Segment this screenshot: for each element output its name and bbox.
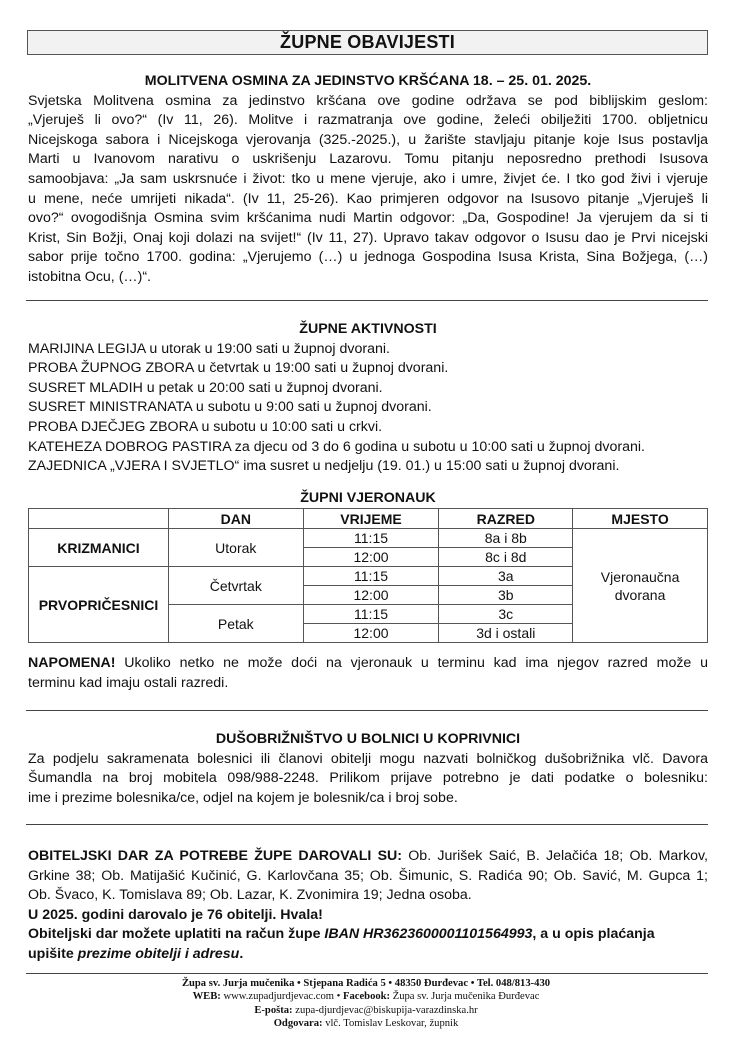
dar-summary: U 2025. godini darovalo je 76 obitelji. Hvala! bbox=[28, 906, 323, 923]
osmina-line: ovo?“ ovogodišnja Osmina svim kršćanima nudi Martin odgovor: „Da, Gospodine! Ja vjerujem da si ti bbox=[28, 210, 708, 227]
note-label: NAPOMENA! bbox=[28, 655, 116, 671]
dar-text: Ob. Jurišek Saić, B. Jelačića 18; Ob. Markov, bbox=[402, 848, 708, 864]
facebook-label: Facebook: bbox=[343, 991, 391, 1003]
pay-text: , a u opis plaćanja bbox=[532, 926, 655, 943]
email-label: E-pošta: bbox=[254, 1004, 293, 1016]
time-cell: 12:00 bbox=[303, 586, 439, 605]
aktivnosti-heading: ŽUPNE AKTIVNOSTI bbox=[299, 321, 437, 337]
column-header bbox=[29, 509, 169, 529]
class-cell: 3c bbox=[439, 605, 573, 624]
group-cell: PRVOPRIČESNICI bbox=[29, 567, 169, 643]
class-cell: 8c i 8d bbox=[439, 548, 573, 567]
bolnica-line: ime i prezime bolesnika/ce, odjel na kojem je bolesnik/ca i broj sobe. bbox=[28, 789, 458, 806]
dar-text: Ob. Švaco, K. Tomislava 89; Ob. Lazar, K. Zvonimira 19; Jedna osoba. bbox=[28, 887, 472, 904]
bolnica-section bbox=[28, 730, 708, 808]
osmina-section bbox=[28, 72, 708, 288]
osmina-line: Svjetska Molitvena osmina za jedinstvo kršćana ove godine održava se pod biblijskim geslom: bbox=[28, 92, 708, 109]
time-cell: 12:00 bbox=[303, 624, 439, 643]
bolnica-heading: DUŠOBRIŽNIŠTVO U BOLNICI U KOPRIVNICI bbox=[215, 731, 521, 747]
activity-item: PROBA ŽUPNOG ZBORA u četvrtak u 19:00 sati u župnoj dvorani. bbox=[28, 360, 449, 377]
class-cell: 8a i 8b bbox=[439, 529, 573, 548]
aktivnosti-section bbox=[28, 320, 708, 477]
column-header: VRIJEME bbox=[303, 509, 439, 529]
pay-text: . bbox=[239, 945, 244, 962]
column-header: RAZRED bbox=[439, 509, 573, 529]
time-cell: 11:15 bbox=[303, 529, 439, 548]
facebook-link[interactable]: Župa sv. Jurja mučenika Đurđevac bbox=[390, 991, 540, 1003]
osmina-body bbox=[28, 92, 708, 288]
osmina-line: istobitna Ocu, (…)“. bbox=[28, 268, 151, 285]
iban-value: IBAN HR3623600001101564993 bbox=[324, 926, 533, 943]
time-cell: 11:15 bbox=[303, 567, 439, 586]
activity-item: MARIJINA LEGIJA u utorak u 19:00 sati u župnoj dvorani. bbox=[28, 340, 390, 357]
group-cell: KRIZMANICI bbox=[29, 529, 169, 567]
vjeronauk-table bbox=[28, 508, 708, 643]
note-text: terminu kad imaju ostali razredi. bbox=[28, 674, 229, 691]
web-link[interactable]: www.zupadjurdjevac.com • bbox=[220, 991, 343, 1003]
vjeronauk-note bbox=[28, 654, 708, 693]
time-cell: 11:15 bbox=[303, 605, 439, 624]
pay-text-italic: prezime obitelji i adresu bbox=[77, 945, 240, 962]
section-divider bbox=[26, 824, 708, 825]
osmina-line: Nicejskoga sabora i Nicejskoga vjerovanja (325.-2025.), u žarište stavljaju pitanje koje Isus postavlja bbox=[28, 131, 708, 148]
section-divider bbox=[26, 710, 708, 711]
osmina-line: Marti u Ivanovom narativu o uskrišenju Lazarovu. Tomu pitanju neposredno prethodi Isusova bbox=[28, 151, 708, 168]
osmina-heading: MOLITVENA OSMINA ZA JEDINSTVO KRŠĆANA 18. – 25. 01. 2025. bbox=[144, 73, 592, 89]
activity-item: PROBA DJEČJEG ZBORA u subotu u 10:00 sati u crkvi. bbox=[28, 418, 383, 435]
place-line: dvorana bbox=[614, 586, 666, 603]
bolnica-line: Šumandla na broj mobitela 098/988-2248. Prilikom prijave potrebno je dati podatke o bolesniku: bbox=[28, 770, 708, 787]
footer bbox=[0, 977, 732, 1031]
dar-text: Grkine 38; Ob. Matijašić Kučinić, G. Karlovčana 35; Ob. Šimunic, S. Radića 90; Ob. Savić, M. Gupca 1; bbox=[28, 867, 708, 884]
dar-section bbox=[28, 847, 708, 965]
osmina-line: u mene, neće umrijeti nikada“. (Iv 11, 25-26). Kao primjeren odgovor na Isusovo pitanje „Vjeruješ li bbox=[28, 190, 708, 207]
osmina-line: „Vjeruješ li ovo?“ (Iv 11, 26). Molitve i razmatranja ove godine, želeći obilježiti 1700. obljetnicu bbox=[28, 112, 708, 129]
dar-label: OBITELJSKI DAR ZA POTREBE ŽUPE DAROVALI SU: bbox=[28, 848, 403, 864]
day-cell: Petak bbox=[168, 605, 303, 643]
table-row bbox=[29, 529, 708, 548]
note-text: Ukoliko netko ne može doći na vjeronauk u terminu kad ima njegov razred može u bbox=[115, 655, 708, 671]
responsible-label: Odgovara: bbox=[273, 1018, 323, 1030]
activity-item: KATEHEZA DOBROG PASTIRA za djecu od 3 do 6 godina u subotu u 10:00 sati u župnoj dvorani. bbox=[28, 438, 645, 455]
osmina-line: samoobjava: „Ja sam uskrsnuće i život: tko u mene vjeruje, ako i umre, živjet će. I tko god živi i vjeruje bbox=[28, 170, 708, 187]
day-cell: Utorak bbox=[168, 529, 303, 567]
osmina-line: Krist, Sin Božji, Onaj koji dolazi na svijet!“ (Iv 11, 27). Upravo takav odgovor o Isusu dao je Prvi nicejski bbox=[28, 229, 708, 246]
place-line: Vjeronaučna bbox=[600, 568, 680, 585]
class-cell: 3a bbox=[439, 567, 573, 586]
class-cell: 3d i ostali bbox=[439, 624, 573, 643]
table-header-row bbox=[29, 509, 708, 529]
activity-item: SUSRET MLADIH u petak u 20:00 sati u župnoj dvorani. bbox=[28, 379, 383, 396]
activity-item: SUSRET MINISTRANATA u subotu u 9:00 sati u župnoj dvorani. bbox=[28, 399, 432, 416]
column-header: DAN bbox=[168, 509, 303, 529]
column-header: MJESTO bbox=[573, 509, 708, 529]
section-divider bbox=[26, 300, 708, 301]
footer-divider bbox=[26, 973, 708, 974]
web-label: WEB: bbox=[192, 991, 221, 1003]
page-title: ŽUPNE OBAVIJESTI bbox=[27, 30, 708, 55]
footer-address: Župa sv. Jurja mučenika • Stjepana Radića 5 • 48350 Đurđevac • Tel. 048/813-430 bbox=[181, 978, 551, 989]
responsible-value: vlč. Tomislav Leskovar, župnik bbox=[322, 1018, 459, 1030]
activity-item: ZAJEDNICA „VJERA I SVJETLO“ ima susret u nedjelju (19. 01.) u 15:00 sati u župnoj dvorani. bbox=[28, 458, 620, 475]
time-cell: 12:00 bbox=[303, 548, 439, 567]
email-link[interactable]: zupa-djurdjevac@biskupija-varazdinska.hr bbox=[292, 1004, 478, 1016]
pay-text: Obiteljski dar možete uplatiti na račun župe bbox=[28, 926, 325, 943]
osmina-line: sabor prije točno 1700. godina: „Vjerujemo (…) u jednoga Gospodina Isusa Krista, Sina Božjega, (…) bbox=[28, 249, 708, 266]
class-cell: 3b bbox=[439, 586, 573, 605]
pay-text: upišite bbox=[28, 945, 78, 962]
place-cell bbox=[573, 529, 708, 643]
day-cell: Četvrtak bbox=[168, 567, 303, 605]
bolnica-line: Za podjelu sakramenata bolesnici ili članovi obitelji mogu nazvati bolničkog dušobrižnika vlč. Davora bbox=[28, 750, 708, 767]
vjeronauk-heading: ŽUPNI VJERONAUK bbox=[300, 490, 436, 506]
